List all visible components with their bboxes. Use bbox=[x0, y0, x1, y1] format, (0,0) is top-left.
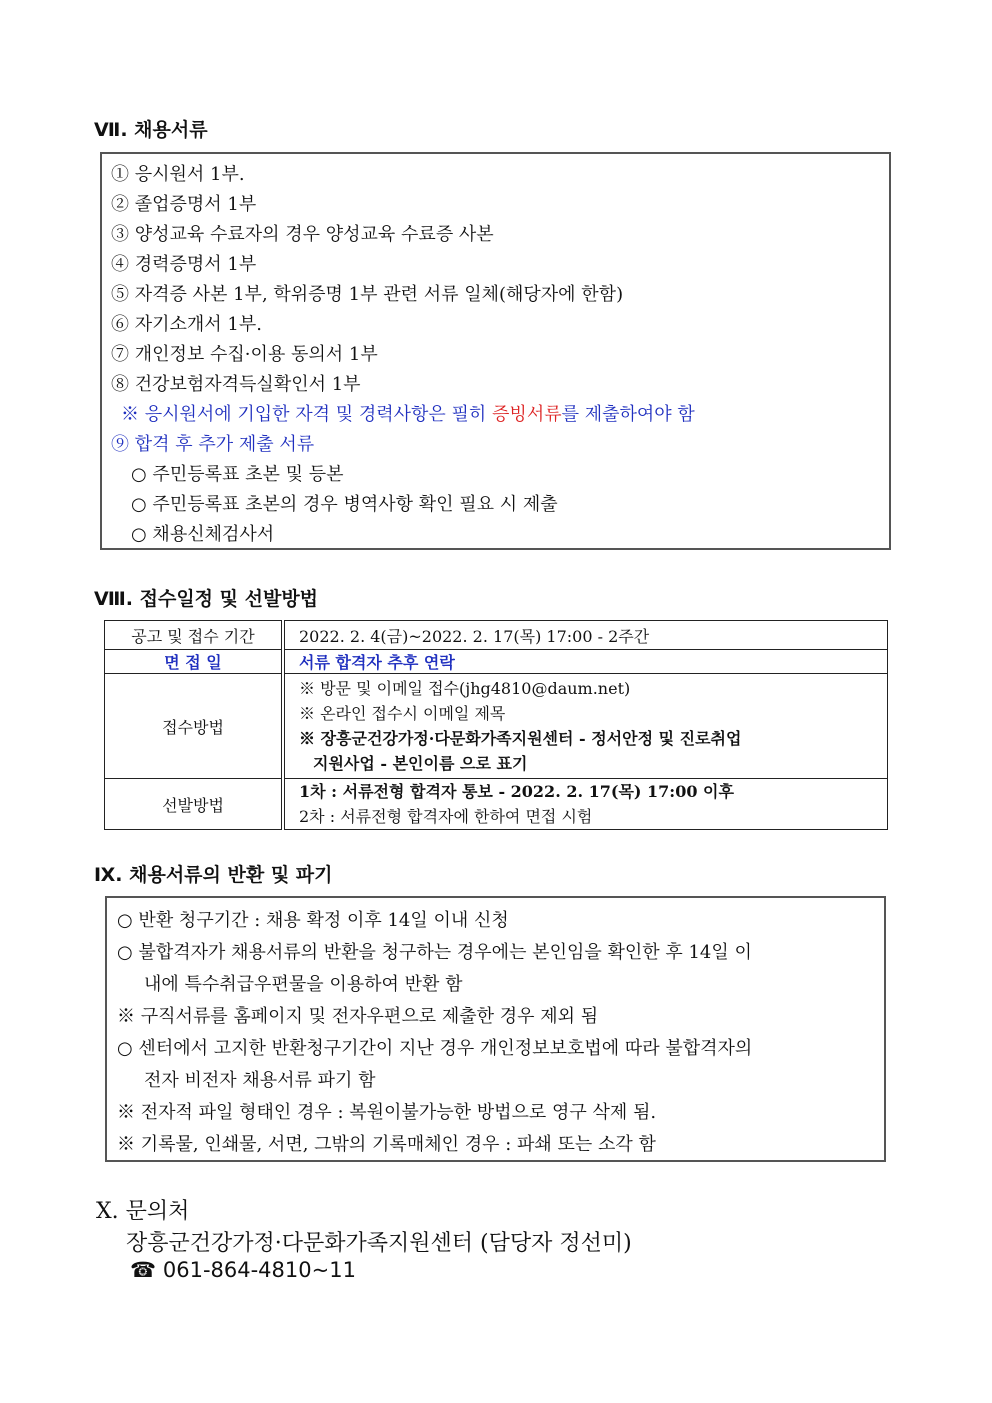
table-row bbox=[105, 779, 888, 830]
section-9-box bbox=[105, 896, 886, 1162]
evidence-highlight: 증빙서류 bbox=[492, 404, 562, 425]
contact-org: 장흥군건강가정·다문화가족지원센터 (담당자 정선미) bbox=[126, 1231, 632, 1256]
list-item-9: ⑨ 합격 후 추가 제출 서류 bbox=[111, 434, 315, 455]
interview-value: 서류 합격자 추후 연락 bbox=[283, 650, 888, 674]
table-row bbox=[105, 650, 888, 674]
list-item: ○ 센터에서 고지한 반환청구기간이 지난 경우 개인정보보호법에 따라 불합격자의 bbox=[117, 1038, 753, 1059]
list-item: ④ 경력증명서 1부 bbox=[111, 254, 257, 275]
method-label: 접수방법 bbox=[105, 674, 284, 779]
sub-item: ○ 주민등록표 초본 및 등본 bbox=[131, 464, 344, 485]
list-item: ② 졸업증명서 1부 bbox=[111, 194, 257, 215]
method-line: ※ 온라인 접수시 이메일 제목 bbox=[299, 704, 506, 723]
list-item: ⑧ 건강보험자격득실확인서 1부 bbox=[111, 374, 361, 395]
list-item: ⑦ 개인정보 수집·이용 동의서 1부 bbox=[111, 344, 378, 365]
evidence-note: ※ 응시원서에 기입한 자격 및 경력사항은 필히 증빙서류를 제출하여야 함 bbox=[121, 404, 695, 425]
list-item-cont: 내에 특수취급우편물을 이용하여 반환 함 bbox=[144, 974, 463, 995]
method-line: ※ 방문 및 이메일 접수(jhg4810@daum.net) bbox=[299, 679, 631, 698]
list-item: ○ 반환 청구기간 : 채용 확정 이후 14일 이내 신청 bbox=[117, 910, 509, 931]
period-value: 2022. 2. 4(금)~2022. 2. 17(목) 17:00 - 2주간 bbox=[283, 621, 888, 650]
method-line: 지원사업 - 본인이름 으로 표기 bbox=[313, 754, 528, 773]
section-10-title: Ⅹ. 문의처 bbox=[96, 1199, 190, 1224]
list-item: ⑤ 자격증 사본 1부, 학위증명 1부 관련 서류 일체(해당자에 한함) bbox=[111, 284, 624, 305]
selection-line: 2차 : 서류전형 합격자에 한하여 면접 시험 bbox=[299, 807, 593, 826]
list-item: ③ 양성교육 수료자의 경우 양성교육 수료증 사본 bbox=[111, 224, 494, 245]
list-item: ⑥ 자기소개서 1부. bbox=[111, 314, 262, 335]
contact-phone bbox=[130, 1258, 356, 1282]
sub-item: ○ 주민등록표 초본의 경우 병역사항 확인 필요 시 제출 bbox=[131, 494, 558, 515]
phone-number: 061-864-4810~11 bbox=[162, 1258, 356, 1282]
sub-item: ○ 채용신체검사서 bbox=[131, 524, 275, 545]
list-item: ※ 전자적 파일 형태인 경우 : 복원이불가능한 방법으로 영구 삭제 됨. bbox=[117, 1102, 657, 1123]
selection-label: 선발방법 bbox=[105, 779, 284, 830]
section-9-title: Ⅸ. 채용서류의 반환 및 파기 bbox=[94, 864, 333, 886]
section-7-title: Ⅶ. 채용서류 bbox=[94, 119, 208, 141]
list-item: ○ 불합격자가 채용서류의 반환을 청구하는 경우에는 본인임을 확인한 후 14일 이 bbox=[117, 942, 752, 963]
list-item: ※ 구직서류를 홈페이지 및 전자우편으로 제출한 경우 제외 됨 bbox=[117, 1006, 599, 1027]
period-label: 공고 및 접수 기간 bbox=[105, 621, 284, 650]
table-row bbox=[105, 674, 888, 779]
list-item-cont: 전자 비전자 채용서류 파기 함 bbox=[144, 1070, 376, 1091]
method-value bbox=[283, 674, 888, 779]
section-8-title: Ⅷ. 접수일정 및 선발방법 bbox=[94, 588, 319, 610]
list-item: ※ 기록물, 인쇄물, 서면, 그밖의 기록매체인 경우 : 파쇄 또는 소각 함 bbox=[117, 1134, 656, 1155]
section-7-box bbox=[100, 152, 891, 550]
interview-label: 면 접 일 bbox=[105, 650, 284, 674]
method-line: ※ 장흥군건강가정·다문화가족지원센터 - 정서안정 및 진로취업 bbox=[299, 729, 742, 748]
table-row bbox=[105, 621, 888, 650]
list-item: ① 응시원서 1부. bbox=[111, 164, 245, 185]
selection-value bbox=[283, 779, 888, 830]
selection-line: 1차 : 서류전형 합격자 통보 - 2022. 2. 17(목) 17:00 이후 bbox=[299, 782, 734, 801]
schedule-table bbox=[104, 620, 888, 830]
phone-icon: ☎ bbox=[130, 1258, 157, 1282]
